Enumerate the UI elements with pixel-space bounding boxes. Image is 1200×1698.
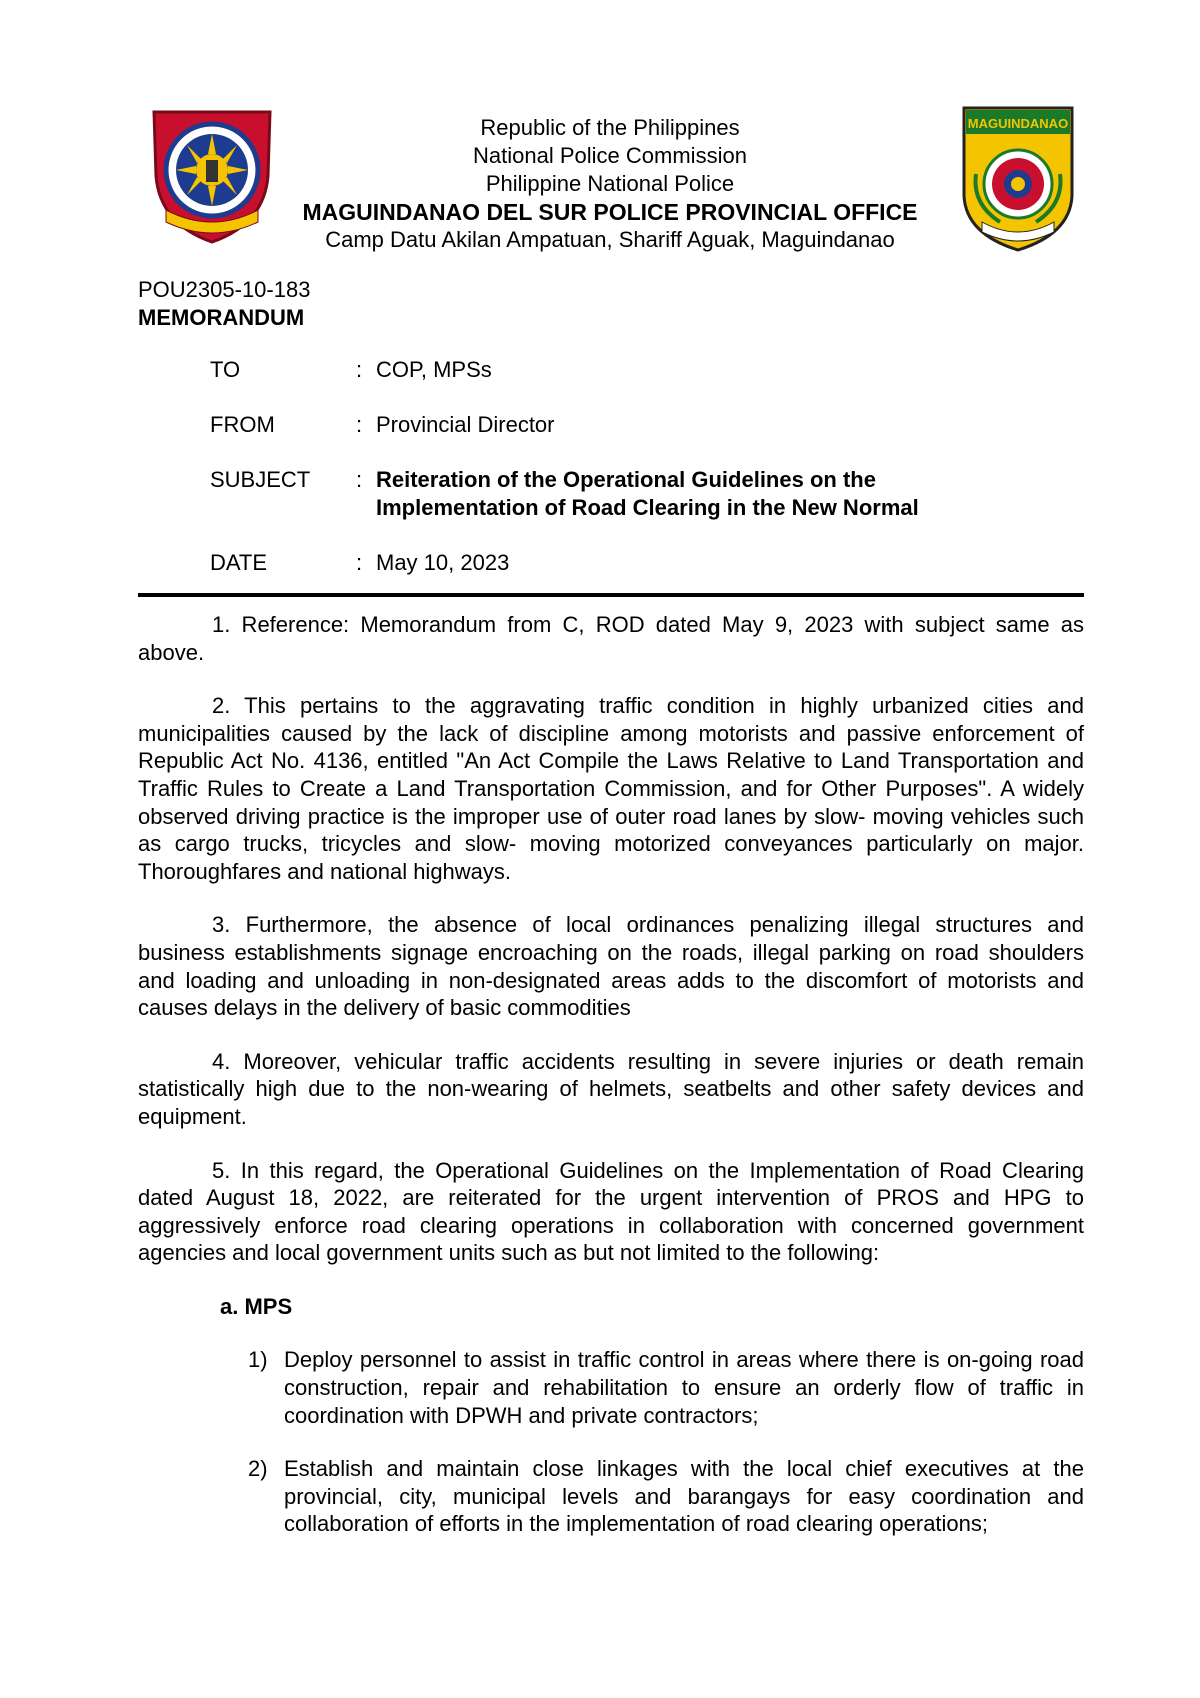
to-row bbox=[210, 356, 976, 384]
list-item-text: Deploy personnel to assist in traffic control in areas where there is on-going road construction, repair and rehabilitation to ensure an orderly flow of traffic in coordination with DPWH and private contractors; bbox=[284, 1347, 1084, 1428]
paragraph-5: 5. In this regard, the Operational Guidelines on the Implementation of Road Clearing dated August 18, 2022, are reiterated for the urgent intervention of PROS and HPG to aggressively enforce road clearing operations in collaboration with concerned government agencies and local government units such as but not limited to the following: bbox=[138, 1157, 1084, 1266]
list-item bbox=[248, 1455, 1084, 1538]
colon: : bbox=[356, 412, 363, 437]
reference-number: POU2305-10-183 bbox=[138, 277, 311, 302]
from-label: FROM bbox=[210, 412, 275, 437]
subject-label: SUBJECT bbox=[210, 467, 311, 492]
section-heading: a. MPS bbox=[220, 1293, 293, 1319]
from-row bbox=[210, 411, 976, 439]
paragraph-3: 3. Furthermore, the absence of local ordinances penalizing illegal structures and business establishments signage encroaching on the roads, illegal parking on road shoulders and loading and unloading in non-designated areas adds to the discomfort of motorists and causes delays in the delivery of basic commodities bbox=[138, 912, 1084, 1021]
colon: : bbox=[356, 550, 363, 575]
list-item-number: 1) bbox=[248, 1347, 268, 1373]
header-divider bbox=[138, 593, 1084, 597]
from-value: Provincial Director bbox=[376, 412, 555, 437]
memo-body bbox=[138, 611, 1084, 1564]
document-type: MEMORANDUM bbox=[138, 305, 305, 330]
logo-banner-text: MAGUINDANAO bbox=[967, 116, 1069, 131]
colon: : bbox=[356, 467, 363, 492]
office-name: MAGUINDANAO DEL SUR POLICE PROVINCIAL OFFICE bbox=[302, 199, 918, 225]
colon: : bbox=[356, 357, 363, 382]
paragraph-1: 1. Reference: Memorandum from C, ROD dated May 9, 2023 with subject same as above. bbox=[138, 612, 1084, 665]
subject-value: Reiteration of the Operational Guidelines on the Implementation of Road Clearing in the New Normal bbox=[376, 467, 919, 520]
republic-line: Republic of the Philippines bbox=[480, 115, 740, 140]
list-item-number: 2) bbox=[248, 1456, 268, 1482]
list-item bbox=[248, 1346, 1084, 1429]
date-row bbox=[210, 549, 976, 577]
maguindanao-ppo-logo bbox=[960, 104, 1076, 254]
paragraph-4: 4. Moreover, vehicular traffic accidents resulting in severe injuries or death remain statistically high due to the non-wearing of helmets, seatbelts and other safety devices and equipment. bbox=[138, 1048, 1084, 1129]
memo-fields bbox=[210, 356, 976, 604]
commission-line: National Police Commission bbox=[473, 143, 747, 168]
date-value: May 10, 2023 bbox=[376, 550, 510, 575]
subject-row bbox=[210, 466, 976, 522]
letterhead bbox=[280, 114, 940, 254]
paragraph-2: 2. This pertains to the aggravating traffic condition in highly urbanized cities and municipalities caused by the lack of discipline among motorists and passive enforcement of Republic Act No. 4136, entitled "An Act Compile the Laws Relative to Land Transportation and Traffic Rules to Create a Land Transportation Commission, and for Other Purposes". A widely observed driving practice is the improper use of outer road lanes by slow- moving vehicles such as cargo trucks, tricycles and slow- moving motorized conveyances particularly on major. Thoroughfares and national highways. bbox=[138, 693, 1084, 884]
to-label: TO bbox=[210, 357, 241, 382]
memo-reference-block bbox=[138, 276, 310, 332]
office-address: Camp Datu Akilan Ampatuan, Shariff Aguak, Maguindanao bbox=[325, 227, 895, 252]
pnp-line: Philippine National Police bbox=[485, 171, 735, 196]
list-item-text: Establish and maintain close linkages with the local chief executives at the provincial, city, municipal levels and barangays for easy coordination and collaboration of efforts in the implementation of road clearing operations; bbox=[284, 1456, 1084, 1537]
pnp-seal-logo bbox=[146, 106, 278, 246]
date-label: DATE bbox=[210, 550, 268, 575]
to-value: COP, MPSs bbox=[376, 357, 492, 382]
